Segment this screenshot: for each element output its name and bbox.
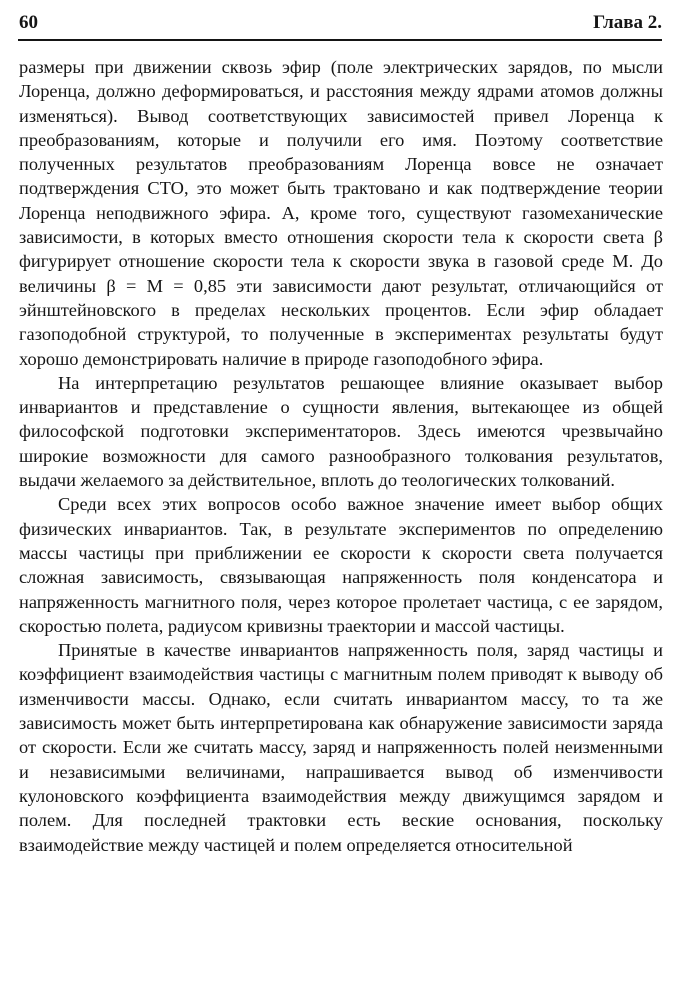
page-number: 60: [19, 12, 38, 33]
paragraph-4: Принятые в качестве инвариантов напряженность поля, заряд частицы и коэффициент взаимодействия частицы с магнитным полем приводят к выводу об изменчивости массы. Однако, если считать инвариантом массу, то та же зависимость может быть интерпретирована как обнаружение зависимости заряда от скорости. Если же считать массу, заряд и напряженность полей неизменными и независимыми величинами, напрашивается вывод об изменчивости кулоновского коэффициента взаимодействия между движущимся зарядом и полем. Для последней трактовки есть веские основания, поскольку взаимодействие между частицей и полем определяется относительной: [19, 640, 663, 855]
paragraph-3: Среди всех этих вопросов особо важное значение имеет выбор общих физических инвариантов. Так, в результате экспериментов по определению массы частицы при приближении ее скорости к скорости света получается сложная зависимость, связывающая напряженность поля конденсатора и напряженность магнитного поля, через которое пролетает частица, с ее зарядом, скоростью полета, радиусом кривизны траектории и массой частицы.: [19, 494, 663, 636]
header-rule: [18, 39, 662, 41]
page-header: [19, 10, 662, 38]
chapter-title: Глава 2.: [593, 12, 662, 33]
paragraph-2: На интерпретацию результатов решающее влияние оказывает выбор инвариантов и представление о сущности явления, вытекающее из общей философской подготовки экспериментаторов. Здесь имеются чрезвычайно широкие возможности для самого разнообразного толкования результатов, выдачи желаемого за действительное, вплоть до теологических толкований.: [19, 372, 663, 491]
page-body: [19, 55, 663, 857]
paragraph-1: размеры при движении сквозь эфир (поле электрических зарядов, по мысли Лоренца, должно деформироваться, и расстояния между ядрами атомов должны изменяться). Вывод соответствующих зависимостей привел Лоренца к преобразованиям, которые и получили его имя. Поэтому соответствие полученных результатов преобразованиям Лоренца вовсе не означает подтверждения СТО, это может быть трактовано и как подтверждение теории Лоренца неподвижного эфира. А, кроме того, существуют газомеханические зависимости, в которых вместо отношения скорости тела к скорости света β фигурирует отношение скорости тела к скорости звука в газовой среде M. До величины β = M = 0,85 эти зависимости дают результат, отличающийся от эйнштейновского в пределах нескольких процентов. Если эфир обладает газоподобной структурой, то полученные в экспериментах результаты будут хорошо демонстрировать наличие в природе газоподобного эфира.: [19, 57, 663, 369]
